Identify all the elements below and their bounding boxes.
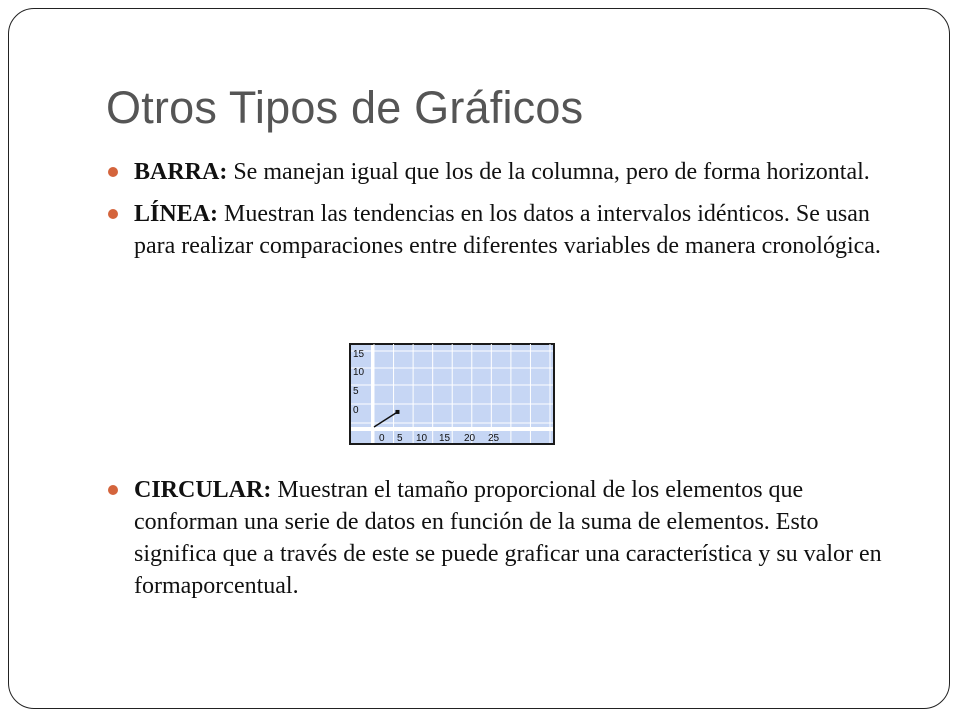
- chart-y-tick-label: 5: [353, 386, 359, 397]
- chart-x-tick-label: 20: [464, 433, 476, 444]
- bullet-dot-icon: [108, 209, 118, 219]
- bullet-text: Muestran el tamaño proporcional de los elementos que conforman una serie de datos en función de la suma de elementos. Esto significa que a través de este se puede graficar una característica y su valor en formaporcentual.: [134, 477, 882, 599]
- chart-x-tick-label: 10: [416, 433, 428, 444]
- slide-title: Otros Tipos de Gráficos: [106, 82, 584, 133]
- bullet-linea: [106, 198, 906, 262]
- chart-x-axis: [351, 427, 553, 431]
- chart-y-tick-label: 15: [353, 349, 365, 360]
- chart-x-tick-label: 25: [488, 433, 500, 444]
- bullet-dot-icon: [108, 485, 118, 495]
- bullet-list-2: [106, 474, 906, 602]
- bullet-term: LÍNEA:: [134, 201, 219, 227]
- chart-y-axis: [371, 345, 374, 443]
- line-chart-svg: [349, 343, 555, 445]
- chart-y-tick-label: 0: [353, 405, 359, 416]
- bullet-text: Muestran las tendencias en los datos a intervalos idénticos. Se usan para realizar comparaciones entre diferentes variables de manera cronológica.: [134, 201, 881, 259]
- line-chart: [349, 343, 555, 445]
- chart-x-tick-label: 0: [379, 433, 385, 444]
- bullet-term: CIRCULAR:: [134, 477, 272, 503]
- bullet-term: BARRA:: [134, 159, 228, 185]
- bullet-barra: [106, 156, 906, 188]
- bullet-text: Se manejan igual que los de la columna, pero de forma horizontal.: [227, 159, 870, 185]
- chart-x-tick-label: 15: [439, 433, 451, 444]
- chart-point: [395, 410, 399, 414]
- bullet-dot-icon: [108, 167, 118, 177]
- chart-y-tick-label: 10: [353, 367, 365, 378]
- bullet-circular: [106, 474, 906, 602]
- bullet-list: [106, 156, 906, 262]
- chart-x-tick-label: 5: [397, 433, 403, 444]
